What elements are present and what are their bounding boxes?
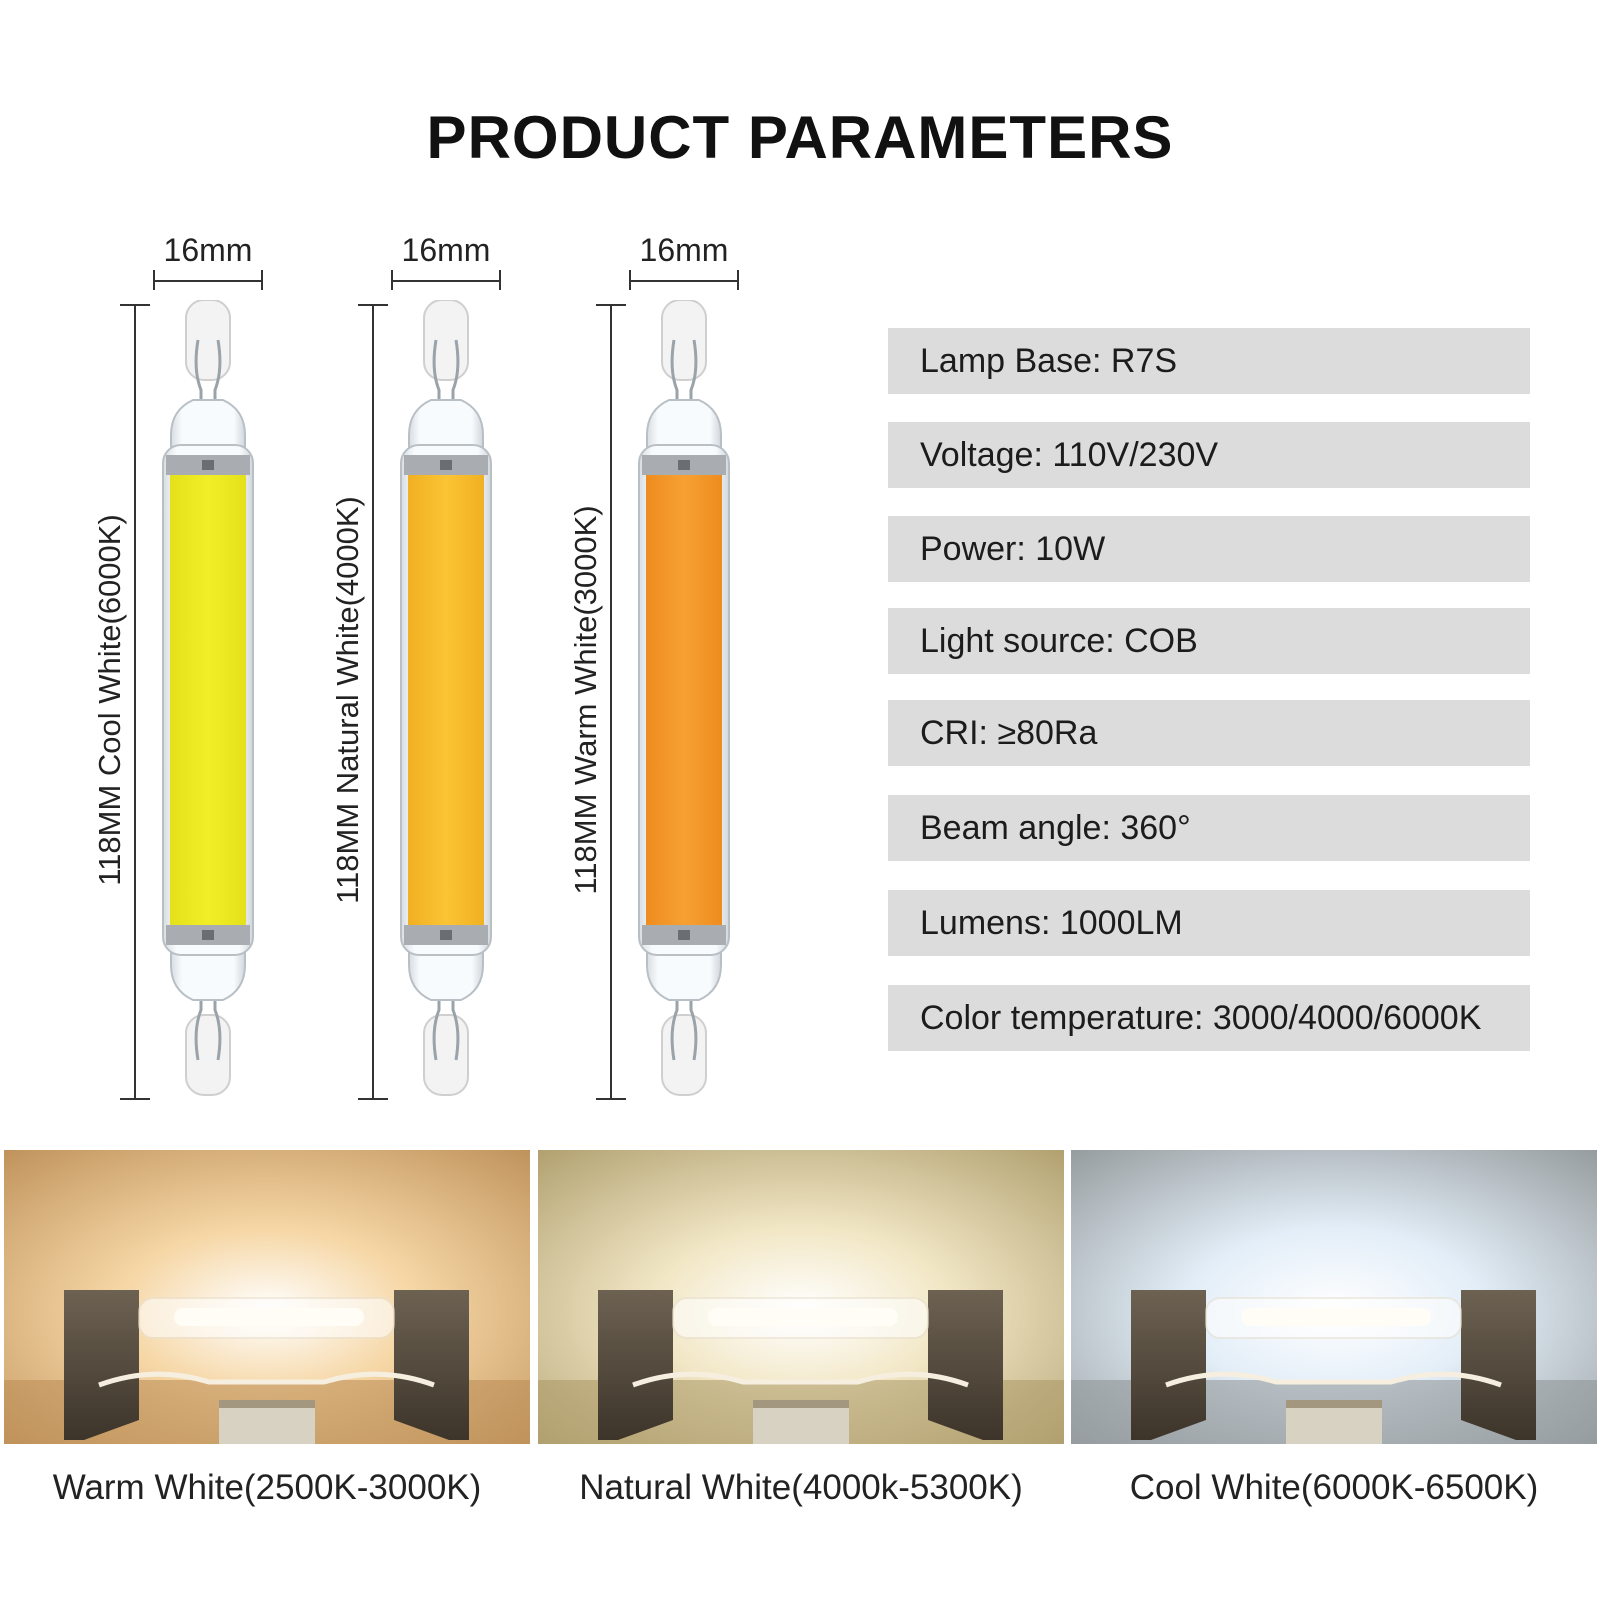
width-dimension-line <box>391 270 501 290</box>
param-lumens: Lumens: 1000LM <box>888 890 1530 956</box>
lamp-bulb-icon <box>153 300 263 1100</box>
height-dimension-label: 118MM Cool White(6000K) <box>92 514 127 886</box>
height-dimension-label: 118MM Natural White(4000K) <box>330 496 365 904</box>
width-dimension-line <box>153 270 263 290</box>
fixture-photo-illustration <box>1071 1150 1597 1444</box>
param-lamp-base: Lamp Base: R7S <box>888 328 1530 394</box>
param-power: Power: 10W <box>888 516 1530 582</box>
fixture-photo-illustration <box>4 1150 530 1444</box>
lamp-warm-white <box>564 210 794 1120</box>
lamp-natural-white <box>326 210 556 1120</box>
caption-cool-white: Cool White(6000K-6500K) <box>1129 1468 1539 1507</box>
param-cri: CRI: ≥80Ra <box>888 700 1530 766</box>
photo-natural-white <box>538 1150 1064 1444</box>
lamp-diagram-panel <box>88 210 788 1120</box>
height-dimension-label: 118MM Warm White(3000K) <box>568 505 603 895</box>
width-dimension-label: 16mm <box>401 232 491 268</box>
lamp-cool-white <box>88 210 318 1120</box>
width-dimension-line <box>629 270 739 290</box>
fixture-photo-illustration <box>538 1150 1064 1444</box>
page-title: PRODUCT PARAMETERS <box>426 104 1174 171</box>
param-light-source: Light source: COB <box>888 608 1530 674</box>
caption-natural-white: Natural White(4000k-5300K) <box>579 1468 1023 1507</box>
param-voltage: Voltage: 110V/230V <box>888 422 1530 488</box>
param-color-temperature: Color temperature: 3000/4000/6000K <box>888 985 1530 1051</box>
photo-warm-white <box>4 1150 530 1444</box>
width-dimension-label: 16mm <box>163 232 253 268</box>
caption-warm-white: Warm White(2500K-3000K) <box>52 1468 482 1507</box>
width-dimension-label: 16mm <box>639 232 729 268</box>
lamp-bulb-icon <box>391 300 501 1100</box>
param-beam-angle: Beam angle: 360° <box>888 795 1530 861</box>
lamp-bulb-icon <box>629 300 739 1100</box>
photo-cool-white <box>1071 1150 1597 1444</box>
